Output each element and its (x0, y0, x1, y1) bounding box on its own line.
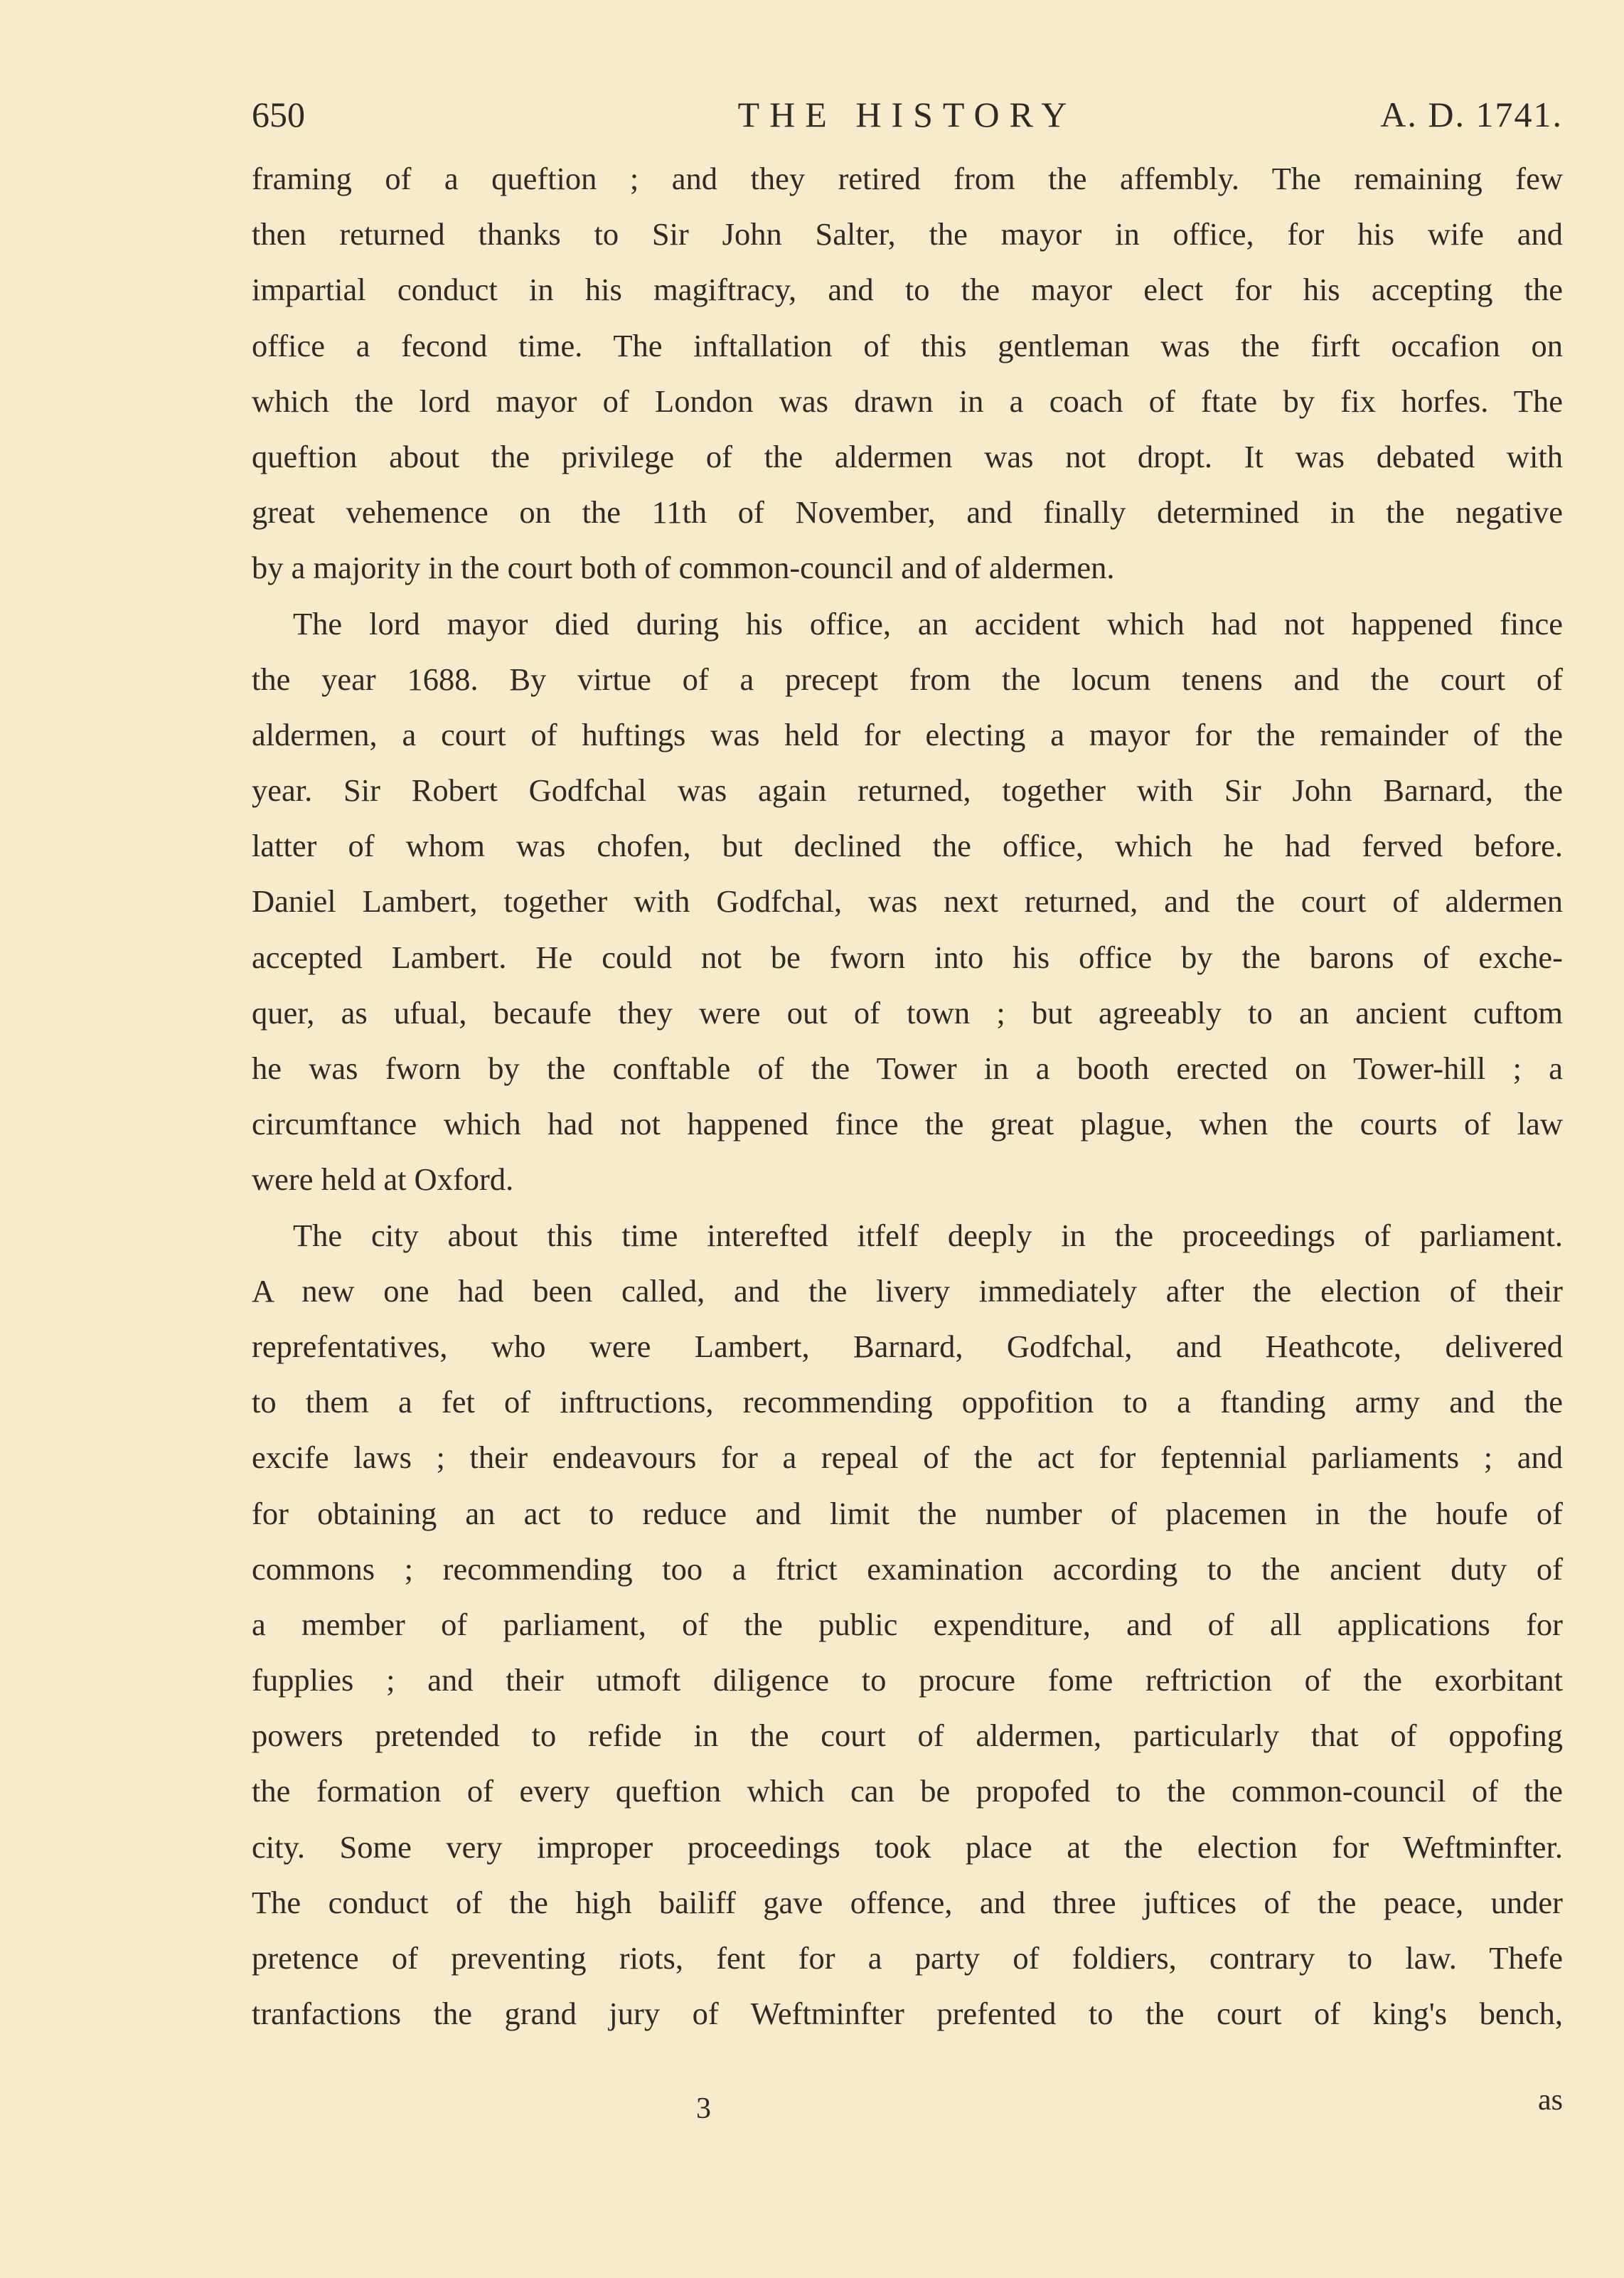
running-header (252, 94, 1563, 144)
paragraph-3 (252, 1208, 1563, 2042)
text-line: impartial conduct in his magiftracy, and to the mayor elect for his accepting the (252, 272, 1563, 308)
text-line: circumftance which had not happened fince the great plague, when the courts of law (252, 1106, 1563, 1142)
text-line: powers pretended to refide in the court of aldermen, particularly that of oppofing (252, 1718, 1563, 1754)
text-line: he was fworn by the conftable of the Tower in a booth erected on Tower-hill ; a (252, 1050, 1563, 1086)
catchword: as (1538, 2084, 1563, 2117)
text-line: to them a fet of inftructions, recommending oppofition to a ftanding army and the (252, 1384, 1563, 1420)
page-number: 650 (252, 95, 305, 134)
text-line: for obtaining an act to reduce and limit the number of placemen in the houfe of (252, 1495, 1563, 1531)
text-line: Daniel Lambert, together with Godfchal, was next returned, and the court of aldermen (252, 883, 1563, 920)
body-text (252, 151, 1563, 2041)
text-line: The conduct of the high bailiff gave offence, and three juftices of the peace, under (252, 1884, 1563, 1920)
paragraph-2 (252, 596, 1563, 1208)
text-line: reprefentatives, who were Lambert, Barnard, Godfchal, and Heathcote, delivered (252, 1328, 1563, 1364)
text-line: great vehemence on the 11th of November, and finally determined in the negative (252, 494, 1563, 531)
text-line: office a fecond time. The inftallation of this gentleman was the firft occafion on (252, 327, 1563, 363)
running-title: THE HISTORY (737, 95, 1077, 134)
text-line: the formation of every queftion which can be propofed to the common-council of the (252, 1773, 1563, 1809)
text-line: latter of whom was chofen, but declined the office, which he had ferved before. (252, 828, 1563, 864)
text-line: aldermen, a court of huftings was held for electing a mayor for the remainder of the (252, 716, 1563, 752)
text-line: tranfactions the grand jury of Weftminfter prefented to the court of king's bench, (252, 1996, 1563, 2032)
text-line: quer, as ufual, becaufe they were out of town ; but agreeably to an ancient cuftom (252, 994, 1563, 1031)
text-line: The lord mayor died during his office, an accident which had not happened fince (293, 605, 1563, 642)
text-line: A new one had been called, and the livery immediately after the election of their (252, 1272, 1563, 1309)
paragraph-1 (252, 151, 1563, 596)
text-line: accepted Lambert. He could not be fworn into his office by the barons of exche- (252, 939, 1563, 975)
text-line: excife laws ; their endeavours for a repeal of the act for feptennial parliaments ; and (252, 1439, 1563, 1476)
text-line: then returned thanks to Sir John Salter, the mayor in office, for his wife and (252, 216, 1563, 252)
text-line: The city about this time interefted itfelf deeply in the proceedings of parliament. (293, 1217, 1563, 1253)
text-line: framing of a queftion ; and they retired from the affembly. The remaining few (252, 161, 1563, 196)
signature-mark: 3 (696, 2092, 711, 2125)
text-line: pretence of preventing riots, fent for a party of foldiers, contrary to law. Thefe (252, 1940, 1563, 1976)
text-line: commons ; recommending too a ftrict examination according to the ancient duty of (252, 1550, 1563, 1587)
text-line: a member of parliament, of the public expenditure, and of all applications for (252, 1606, 1563, 1642)
text-line: were held at Oxford. (252, 1161, 514, 1198)
text-line: by a majority in the court both of common-council and of aldermen. (252, 550, 1115, 586)
text-line: fupplies ; and their utmoft diligence to procure fome reftriction of the exorbitant (252, 1662, 1563, 1698)
page-footer (252, 2084, 1563, 2130)
text-line: year. Sir Robert Godfchal was again returned, together with Sir John Barnard, the (252, 772, 1563, 809)
text-line: which the lord mayor of London was drawn in a coach of ftate by fix horfes. The (252, 383, 1563, 419)
text-line: queftion about the privilege of the aldermen was not dropt. It was debated with (252, 438, 1563, 474)
header-date: A. D. 1741. (1380, 95, 1563, 134)
text-line: city. Some very improper proceedings took place at the election for Weftminfter. (252, 1829, 1563, 1865)
text-line: the year 1688. By virtue of a precept from the locum tenens and the court of (252, 661, 1563, 697)
